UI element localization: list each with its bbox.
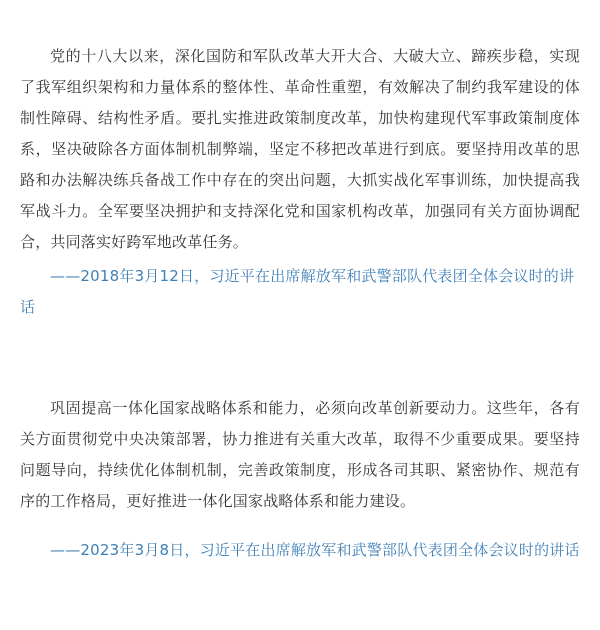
quote-paragraph-1: 党的十八大以来，深化国防和军队改革大开大合、大破大立、蹄疾步稳，实现了我军组织架构和力量体系的整体性、革命性重塑，有效解决了制约我军建设的体制性障碍、结构性矛盾。要扎实推进政策制度改革，加快构建现代军事政策制度体系，坚决破除各方面体制机制弊端，坚定不移把改革进行到底。要坚持用改革的思路和办法解决练兵备战工作中存在的突出问题，大抓实战化军事训练，加快提高我军战斗力。全军要坚决拥护和支持深化党和国家机构改革，加强同有关方面协调配合，共同落实好跨军地改革任务。 <box>20 47 580 251</box>
quote-paragraph-2: 巩固提高一体化国家战略体系和能力，必须向改革创新要动力。这些年，各有关方面贯彻党中央决策部署，协力推进有关重大改革，取得不少重要成果。要坚持问题导向，持续优化体制机制，完善政策制度，形成各司其职、紧密协作、规范有序的工作格局，更好推进一体化国家战略体系和能力建设。 <box>20 399 580 510</box>
quote-source-1: ——2018年3月12日，习近平在出席解放军和武警部队代表团全体会议时的讲话 <box>20 267 575 316</box>
quote-source-2: ——2023年3月8日，习近平在出席解放军和武警部队代表团全体会议时的讲话 <box>50 541 580 559</box>
